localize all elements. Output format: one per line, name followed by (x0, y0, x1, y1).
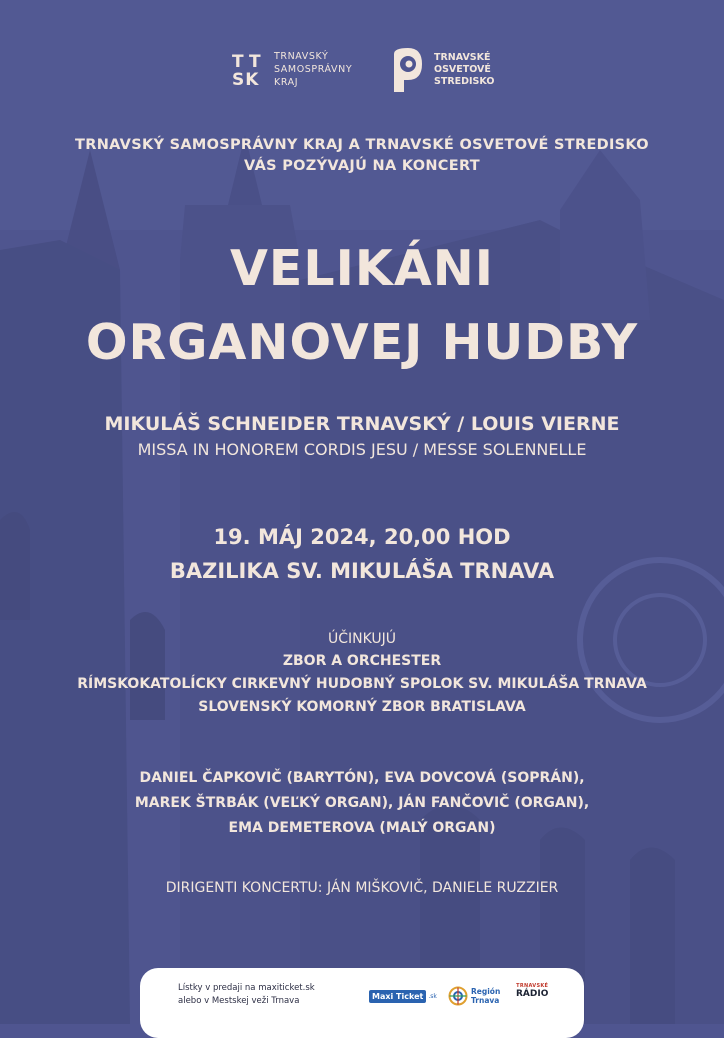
maxiticket-logo (369, 990, 437, 1003)
soloist-line: EMA DEMETEROVA (MALÝ ORGAN) (228, 820, 496, 836)
tsk-logo-text (274, 50, 352, 89)
tsk-logo-line: TRNAVSKÝ (274, 51, 329, 62)
tos-emblem-icon (390, 46, 426, 94)
ticket-info-line: Lístky v predaji na maxiticket.sk (178, 983, 315, 993)
soloist-line: DANIEL ČAPKOVIČ (BARYTÓN), EVA DOVCOVÁ (SOPRÁN), (139, 770, 585, 786)
composers: MIKULÁŠ SCHNEIDER TRNAVSKÝ / LOUIS VIERNE (104, 413, 620, 435)
performers-heading: ÚČINKUJÚ (327, 631, 397, 647)
tos-logo-text (434, 52, 494, 88)
concert-title (0, 232, 724, 380)
performers-list (0, 650, 724, 719)
tsk-logo-mark (232, 50, 268, 90)
performer-item: RÍMSKOKATOLÍCKY CIRKEVNÝ HUDOBNÝ SPOLOK SV. MIKULÁŠA TRNAVA (77, 676, 647, 692)
performer-item: SLOVENSKÝ KOMORNÝ ZBOR BRATISLAVA (198, 699, 526, 715)
radio-logo-main: RÁDIO (516, 989, 549, 999)
region-logo-line: Trnava (471, 996, 500, 1005)
tos-logo-line: STREDISKO (434, 76, 495, 87)
footer-bar (140, 968, 584, 1038)
tsk-mark-t: T (249, 52, 260, 72)
maxiticket-logo-domain: .sk (428, 993, 437, 1000)
event-venue: BAZILIKA SV. MIKULÁŠA TRNAVA (169, 559, 555, 583)
region-wheel-icon (448, 986, 468, 1006)
event-date-venue (0, 520, 724, 588)
tsk-mark-sk: SK (232, 70, 260, 90)
trnavske-radio-logo (516, 983, 548, 999)
ticket-info (178, 982, 315, 1008)
region-trnava-logo (448, 986, 500, 1006)
tsk-logo (232, 50, 352, 90)
soloist-line: MAREK ŠTRBÁK (VEĽKÝ ORGAN), JÁN FANČOVIČ (ORGAN), (134, 795, 590, 811)
works: MISSA IN HONOREM CORDIS JESU / MESSE SOLENNELLE (137, 440, 587, 459)
tsk-logo-line: KRAJ (274, 77, 299, 88)
title-line: ORGANOVEJ HUDBY (85, 314, 639, 371)
invitation-intro (0, 135, 724, 177)
tsk-logo-line: SAMOSPRÁVNY (274, 64, 353, 75)
tos-logo-line: TRNAVSKÉ (434, 52, 491, 63)
ticket-info-line: alebo v Mestskej veži Trnava (178, 996, 300, 1006)
maxiticket-logo-text: Maxi Ticket (369, 990, 426, 1003)
intro-line: VÁS POZÝVAJÚ NA KONCERT (244, 158, 480, 174)
title-line: VELIKÁNI (230, 240, 494, 297)
conductors: DIRIGENTI KONCERTU: JÁN MIŠKOVIČ, DANIELE RUZZIER (165, 880, 559, 896)
tos-logo (390, 46, 494, 94)
tos-logo-line: OSVETOVÉ (434, 64, 491, 75)
radio-logo-top: TRNAVSKÉ (516, 983, 549, 989)
intro-line: TRNAVSKÝ SAMOSPRÁVNY KRAJ A TRNAVSKÉ OSVETOVÉ STREDISKO (75, 137, 649, 153)
tsk-mark-t: T (232, 52, 243, 72)
region-logo-text (471, 987, 500, 1005)
region-logo-line: Región (471, 987, 501, 996)
event-date: 19. MÁJ 2024, 20,00 HOD (213, 525, 511, 549)
soloists-list (0, 766, 724, 841)
performer-item: ZBOR A ORCHESTER (282, 653, 442, 669)
